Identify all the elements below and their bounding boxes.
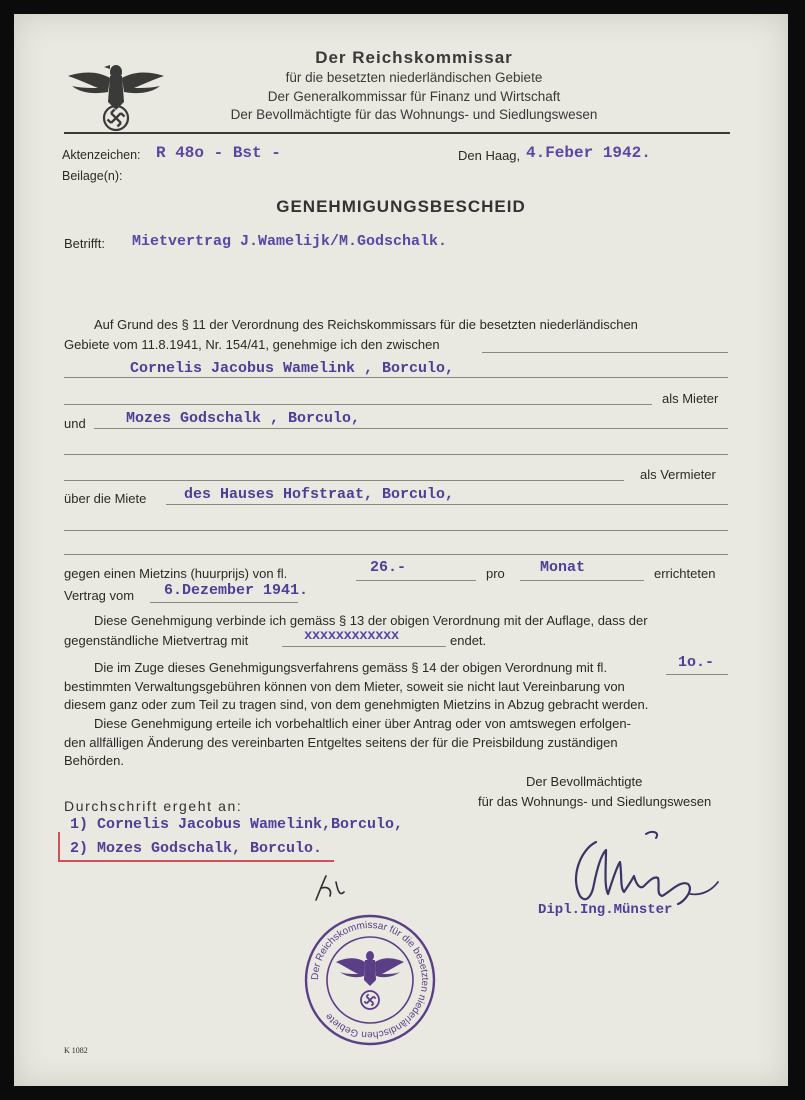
document-page bbox=[14, 14, 788, 1086]
ueber-die-miete-label: über die Miete bbox=[64, 491, 147, 506]
copy-recipient-2: 2) Mozes Godschalk, Borculo. bbox=[70, 840, 323, 857]
blank-line bbox=[64, 530, 728, 531]
para2-line1: Die im Zuge dieses Genehmigungsverfahrens gemäss § 14 der obigen Verordnung mit fl. bbox=[94, 660, 608, 675]
header-line3: Der Generalkommissar für Finanz und Wirtschaft bbox=[267, 89, 561, 104]
header-line2: für die besetzten niederländischen Gebiete bbox=[285, 70, 543, 85]
aktenzeichen-value: R 48o - Bst - bbox=[156, 144, 281, 162]
para1-line1: Diese Genehmigung verbinde ich gemäss § 13 der obigen Verordnung mit der Auflage, dass der bbox=[94, 613, 648, 628]
mietzins-label: gegen einen Mietzins (huurprijs) von fl. bbox=[64, 566, 288, 581]
blank-line bbox=[64, 480, 624, 481]
blank-line bbox=[150, 602, 298, 603]
header-title: Der Reichskommissar bbox=[315, 48, 513, 67]
eagle-swastika-emblem bbox=[66, 54, 166, 132]
miete-value: des Hauses Hofstraat, Borculo, bbox=[184, 486, 455, 503]
form-number: K 1082 bbox=[64, 1046, 88, 1055]
struck-out-value: xxxxxxxxxxxx bbox=[304, 628, 399, 644]
als-mieter-label: als Mieter bbox=[662, 391, 719, 406]
para3-line3: Behörden. bbox=[64, 753, 124, 768]
para3-line2: den allfälligen Änderung des vereinbarten Entgeltes seitens der für die Preisbildung zuständigen bbox=[64, 735, 618, 750]
intro-line2: Gebiete vom 11.8.1941, Nr. 154/41, genehmige ich den zwischen bbox=[64, 337, 440, 352]
para3-line1: Diese Genehmigung erteile ich vorbehaltlich einer über Antrag oder von amtswegen erfolgen- bbox=[94, 716, 631, 731]
signer-role-line1: Der Bevollmächtigte bbox=[526, 774, 643, 789]
place-label: Den Haag, bbox=[458, 148, 521, 163]
period-value: Monat bbox=[540, 559, 586, 576]
blank-line bbox=[64, 454, 728, 455]
blank-line bbox=[94, 428, 728, 429]
blank-line bbox=[166, 504, 728, 505]
vermieter-value: Mozes Godschalk , Borculo, bbox=[126, 410, 361, 427]
beilage-label: Beilage(n): bbox=[62, 169, 123, 183]
blank-line bbox=[64, 404, 652, 405]
blank-line bbox=[64, 377, 728, 378]
para1-line2-start: gegenständliche Mietvertrag mit bbox=[64, 633, 249, 648]
vertrag-label: Vertrag vom bbox=[64, 588, 135, 603]
header-line4: Der Bevollmächtigte für das Wohnungs- und Siedlungswesen bbox=[230, 107, 598, 122]
para2-line3: diesem ganz oder zum Teil zu tragen sind, von dem genehmigten Mietzins in Abzug gebracht werden. bbox=[64, 697, 649, 712]
blank-line bbox=[482, 352, 728, 353]
aktenzeichen-label: Aktenzeichen: bbox=[62, 148, 141, 162]
blank-line bbox=[666, 674, 728, 675]
und-label: und bbox=[64, 416, 86, 431]
stamp-ring-text: Der Reichskommissar für die besetzten niederländischen Gebiete bbox=[309, 919, 431, 1041]
copies-label: Durchschrift ergeht an: bbox=[64, 798, 243, 814]
para2-line2: bestimmten Verwaltungsgebühren können von dem Mieter, soweit sie nicht laut Vereinbarung von bbox=[64, 679, 625, 694]
red-underline bbox=[58, 860, 334, 862]
als-vermieter-label: als Vermieter bbox=[640, 467, 716, 482]
betrifft-label: Betrifft: bbox=[64, 236, 105, 251]
mieter-value: Cornelis Jacobus Wamelink , Borculo, bbox=[130, 360, 455, 377]
blank-line bbox=[282, 646, 446, 647]
blank-line bbox=[356, 580, 476, 581]
mietzins-value: 26.- bbox=[370, 559, 407, 576]
copy-recipient-1: 1) Cornelis Jacobus Wamelink,Borculo, bbox=[70, 816, 404, 833]
betrifft-value: Mietvertrag J.Wamelijk/M.Godschalk. bbox=[132, 233, 448, 250]
fee-value: 1o.- bbox=[678, 654, 715, 671]
signer-role-line2: für das Wohnungs- und Siedlungswesen bbox=[478, 794, 712, 809]
blank-line bbox=[64, 554, 728, 555]
official-stamp bbox=[302, 912, 438, 1048]
header-divider bbox=[64, 132, 730, 134]
pro-label: pro bbox=[486, 566, 505, 581]
red-bracket-mark bbox=[58, 832, 66, 862]
document-title: GENEHMIGUNGSBESCHEID bbox=[276, 197, 526, 216]
handwritten-initials bbox=[310, 870, 360, 906]
vertrag-value: 6.Dezember 1941. bbox=[164, 582, 309, 599]
blank-line bbox=[520, 580, 644, 581]
errichteten-label: errichteten bbox=[654, 566, 716, 581]
intro-line1: Auf Grund des § 11 der Verordnung des Reichskommissars für die besetzten niederländischen bbox=[94, 317, 638, 332]
document-date: 4.Feber 1942. bbox=[526, 144, 651, 162]
signer-name: Dipl.Ing.Münster bbox=[538, 902, 673, 918]
para1-line2-end: endet. bbox=[450, 633, 487, 648]
